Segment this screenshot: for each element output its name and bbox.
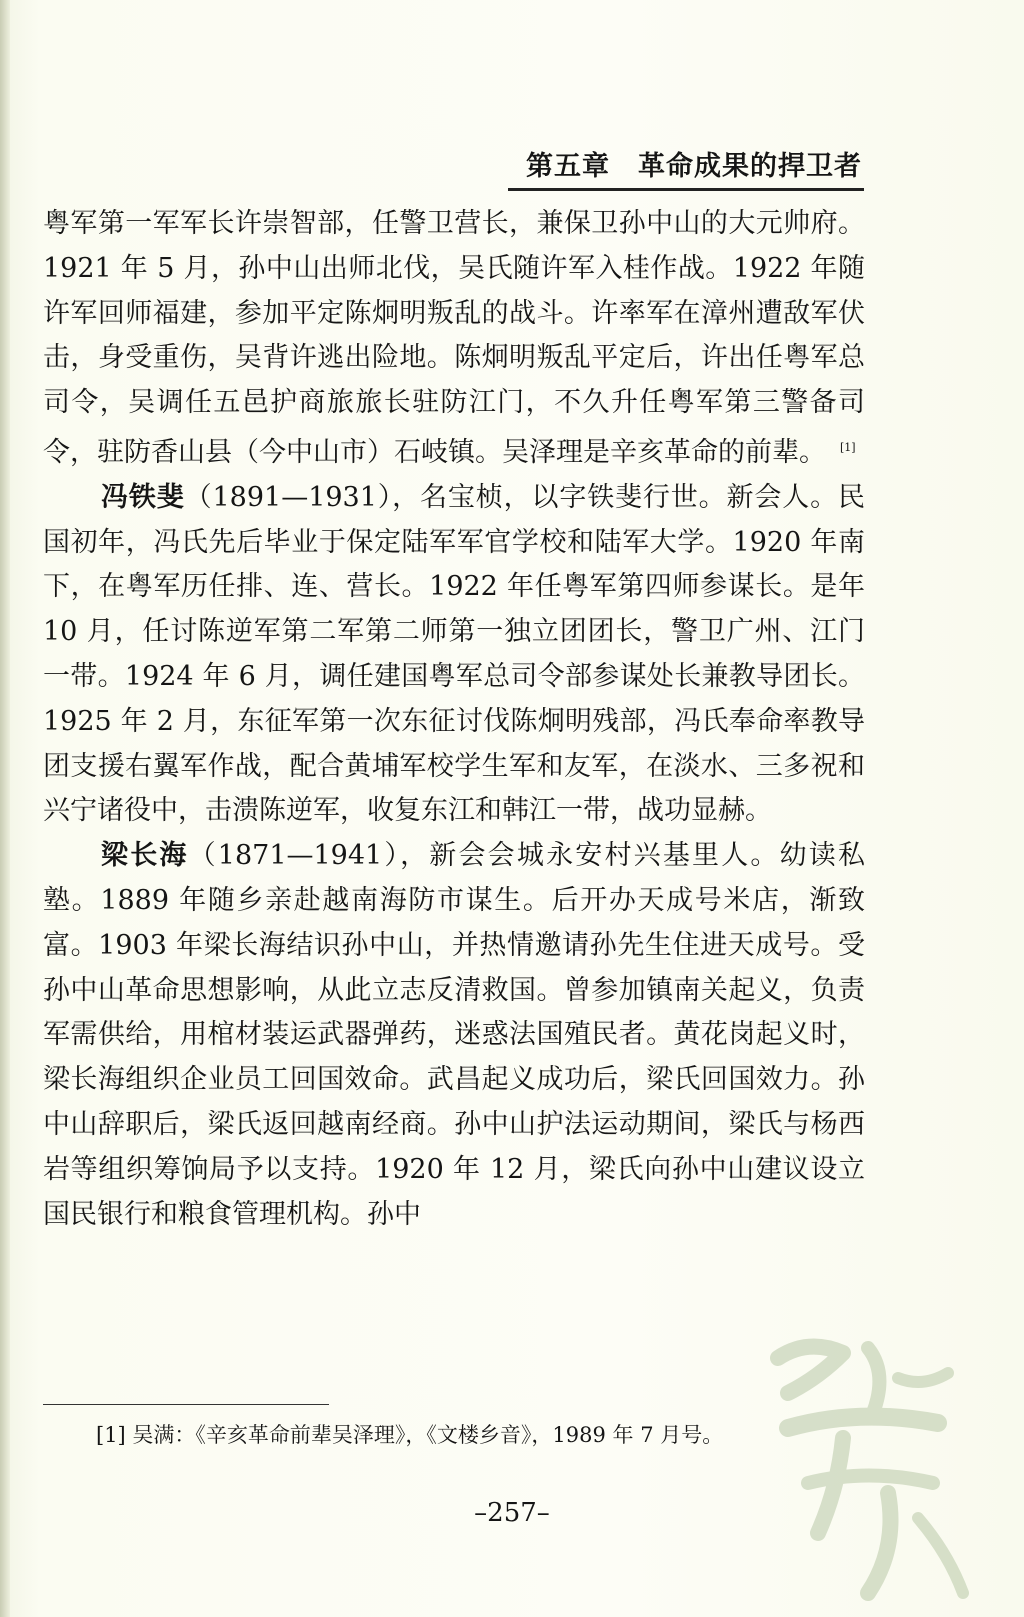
paragraph-wu-zeli	[43, 202, 865, 476]
chapter-title: 第五章 革命成果的捍卫者	[526, 151, 862, 182]
person-name: 梁长海	[101, 840, 189, 872]
footnote: [1] 吴满：《辛亥革命前辈吴泽理》，《文楼乡音》，1989 年 7 月号。	[96, 1423, 724, 1447]
paragraph-feng-tiefei	[43, 476, 865, 834]
paragraph-text: （1871—1941），新会会城永安村兴基里人。幼读私塾。1889 年随乡亲赴越南海防市谋生。后开办天成号米店，渐致富。1903 年梁长海结识孙中山，并热情邀请孙先生住进天成号。受孙中山革命思想影响，从此立志反清救国。曾参加镇南关起义，负责军需供给，用棺材装运武器弹药，迷惑法国殖民者。黄花岗起义时，梁长海组织企业员工回国效命。武昌起义成功后，梁氏回国效力。孙中山辞职后，梁氏返回越南经商。孙中山护法运动期间，梁氏与杨西岩等组织筹饷局予以支持。1920 年 12 月，梁氏向孙中山建议设立国民银行和粮食管理机构。孙中	[43, 840, 866, 1230]
footnote-divider	[43, 1404, 329, 1405]
paragraph-text: 粤军第一军军长许崇智部，任警卫营长，兼保卫孙中山的大元帅府。1921 年 5 月，孙中山出师北伐，吴氏随许军入桂作战。1922 年随许军回师福建，参加平定陈炯明叛乱的战斗。许率军在漳州遭敌军伏击，身受重伤，吴背许逃出险地。陈炯明叛乱平定后，许出任粤军总司令，吴调任五邑护商旅旅长驻防江门，不久升任粤军第三警备司令，驻防香山县（今中山市）石岐镇。吴泽理是辛亥革命的前辈。	[43, 208, 865, 468]
page-edge-shadow	[0, 0, 10, 1617]
footnote-reference: [1]	[840, 440, 856, 454]
calligraphy-watermark	[748, 1318, 988, 1608]
body-text	[43, 202, 865, 1237]
person-name: 冯铁斐	[101, 481, 185, 513]
paragraph-text: （1891—1931），名宝桢，以字铁斐行世。新会人。民国初年，冯氏先后毕业于保定陆军军官学校和陆军大学。1920 年南下，在粤军历任排、连、营长。1922 年任粤军第四师参谋长。是年 10 月，任讨陈逆军第二军第二师第一独立团团长，警卫广州、江门一带。1924 年 6 月，调任建国粤军总司令部参谋处长兼教导团长。1925 年 2 月，东征军第一次东征讨伐陈炯明残部，冯氏奉命率教导团支援右翼军作战，配合黄埔军校学生军和友军，在淡水、三多祝和兴宁诸役中，击溃陈逆军，收复东江和韩江一带，战功显赫。	[43, 481, 865, 827]
paragraph-liang-changhai	[43, 834, 865, 1237]
page-number: –257–	[474, 1498, 550, 1528]
chapter-header	[508, 140, 864, 191]
